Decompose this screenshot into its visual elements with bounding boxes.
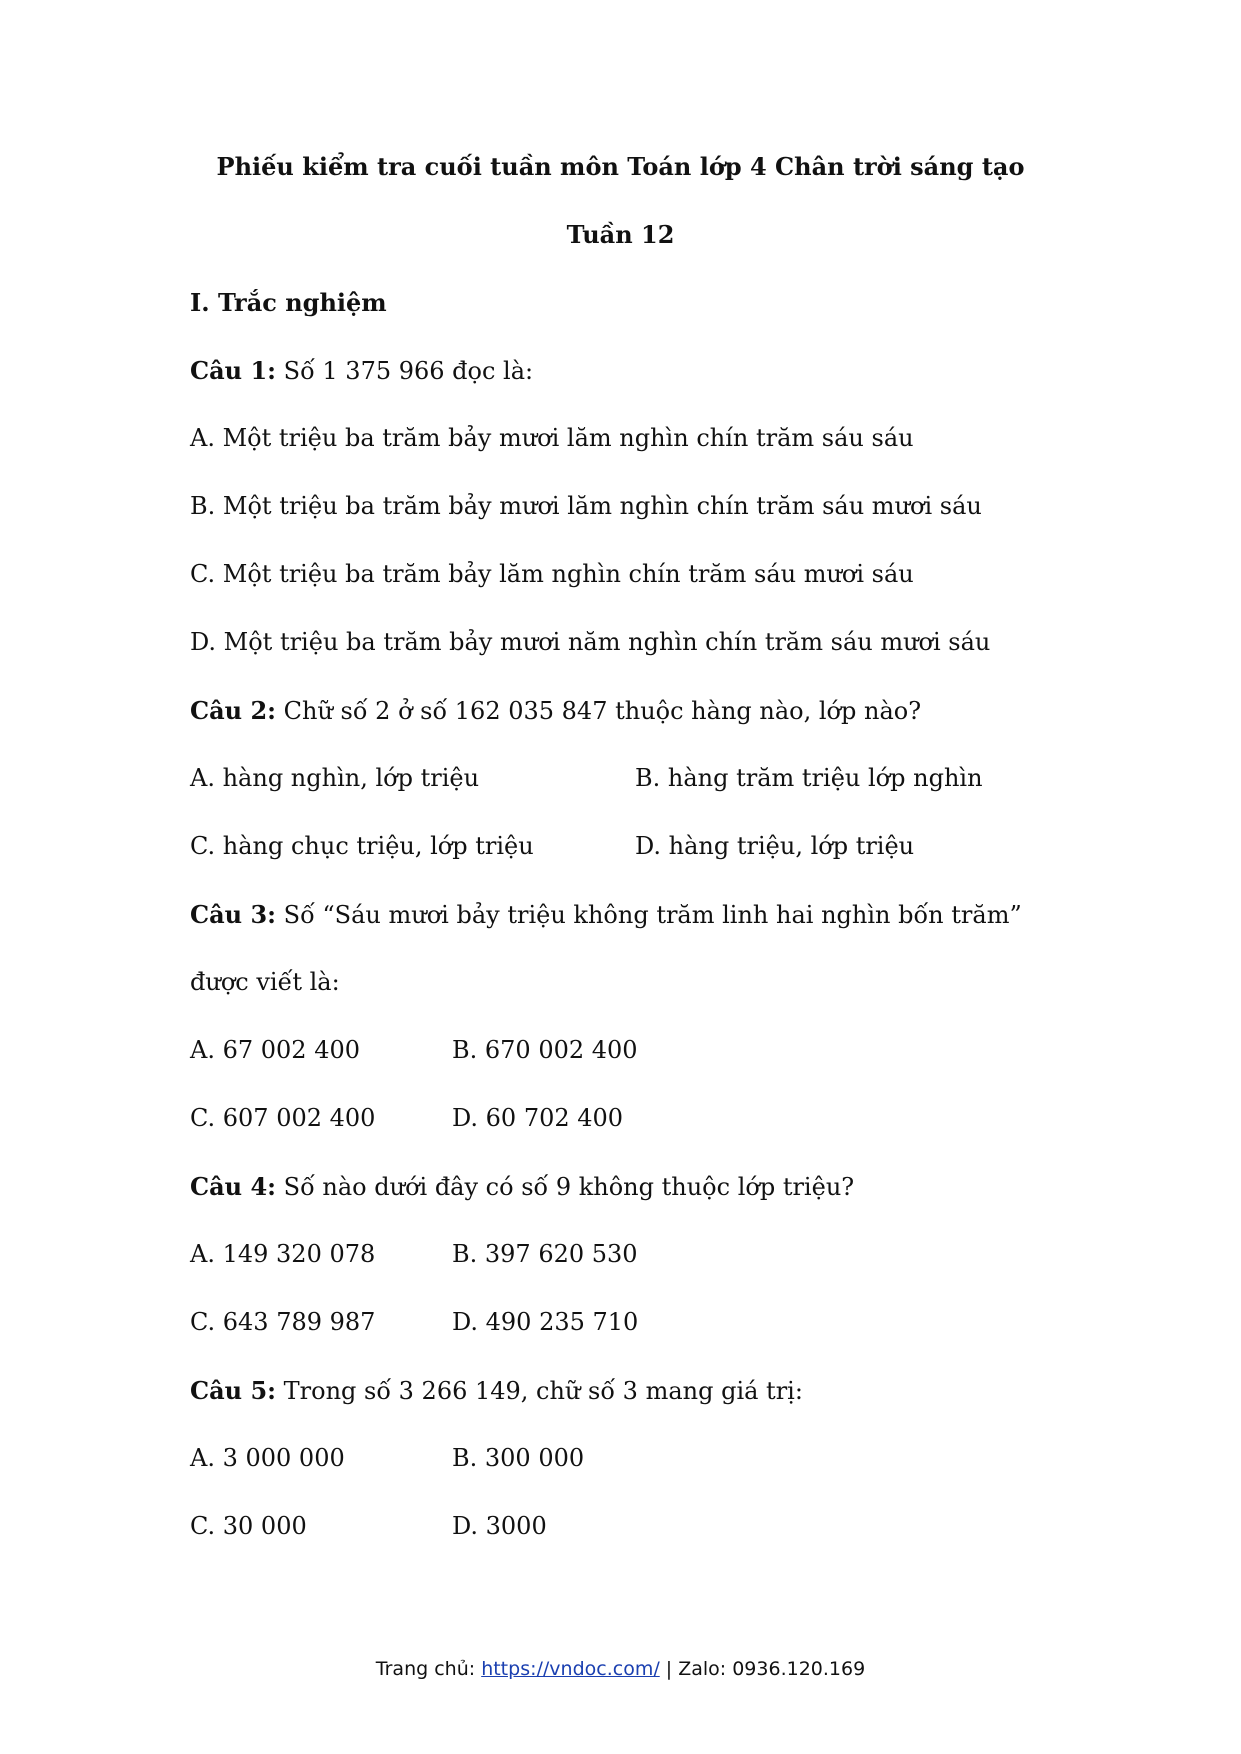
question-5-text: Trong số 3 266 149, chữ số 3 mang giá trị: xyxy=(276,1377,803,1405)
question-3-text: Số “Sáu mươi bảy triệu không trăm linh hai nghìn bốn trăm” xyxy=(276,901,1022,929)
page-footer xyxy=(0,1658,1241,1680)
question-3 xyxy=(190,900,1022,929)
question-2-option-c: C. hàng chục triệu, lớp triệu xyxy=(190,832,534,860)
question-5 xyxy=(190,1376,803,1405)
question-4-option-c: C. 643 789 987 xyxy=(190,1308,376,1336)
question-5-option-c: C. 30 000 xyxy=(190,1512,307,1540)
question-3-text-continued: được viết là: xyxy=(190,968,340,996)
document-title: Phiếu kiểm tra cuối tuần môn Toán lớp 4 Chân trời sáng tạo xyxy=(216,152,1025,181)
question-1-option-b: B. Một triệu ba trăm bảy mươi lăm nghìn chín trăm sáu mươi sáu xyxy=(190,492,982,520)
question-4-option-b: B. 397 620 530 xyxy=(452,1240,638,1268)
question-5-option-a: A. 3 000 000 xyxy=(190,1444,345,1472)
document-subtitle: Tuần 12 xyxy=(566,220,675,249)
section-heading: I. Trắc nghiệm xyxy=(190,288,387,317)
question-4 xyxy=(190,1172,854,1201)
question-2-option-b: B. hàng trăm triệu lớp nghìn xyxy=(635,764,983,792)
question-3-option-c: C. 607 002 400 xyxy=(190,1104,376,1132)
question-3-label: Câu 3: xyxy=(190,900,277,929)
question-2-label: Câu 2: xyxy=(190,696,277,725)
footer-contact: | Zalo: 0936.120.169 xyxy=(659,1658,866,1680)
question-3-option-d: D. 60 702 400 xyxy=(452,1104,624,1132)
question-5-label: Câu 5: xyxy=(190,1376,277,1405)
question-2 xyxy=(190,696,921,725)
question-2-text: Chữ số 2 ở số 162 035 847 thuộc hàng nào, lớp nào? xyxy=(276,697,922,725)
question-4-option-d: D. 490 235 710 xyxy=(452,1308,639,1336)
footer-home-link[interactable]: https://vndoc.com/ xyxy=(481,1658,660,1680)
question-3-option-a: A. 67 002 400 xyxy=(190,1036,361,1064)
footer-prefix: Trang chủ: xyxy=(375,1658,482,1680)
question-4-label: Câu 4: xyxy=(190,1172,277,1201)
question-1-label: Câu 1: xyxy=(190,356,277,385)
question-2-option-d: D. hàng triệu, lớp triệu xyxy=(635,832,915,860)
question-5-option-d: D. 3000 xyxy=(452,1512,547,1540)
question-4-text: Số nào dưới đây có số 9 không thuộc lớp triệu? xyxy=(276,1173,855,1201)
question-2-option-a: A. hàng nghìn, lớp triệu xyxy=(190,764,480,792)
question-3-option-b: B. 670 002 400 xyxy=(452,1036,638,1064)
question-1-option-c: C. Một triệu ba trăm bảy lăm nghìn chín trăm sáu mươi sáu xyxy=(190,560,914,588)
question-1-option-a: A. Một triệu ba trăm bảy mươi lăm nghìn chín trăm sáu sáu xyxy=(190,424,914,452)
question-5-option-b: B. 300 000 xyxy=(452,1444,585,1472)
question-4-option-a: A. 149 320 078 xyxy=(190,1240,376,1268)
question-1-option-d: D. Một triệu ba trăm bảy mươi năm nghìn chín trăm sáu mươi sáu xyxy=(190,628,991,656)
question-1 xyxy=(190,356,533,385)
question-1-text: Số 1 375 966 đọc là: xyxy=(276,357,534,385)
